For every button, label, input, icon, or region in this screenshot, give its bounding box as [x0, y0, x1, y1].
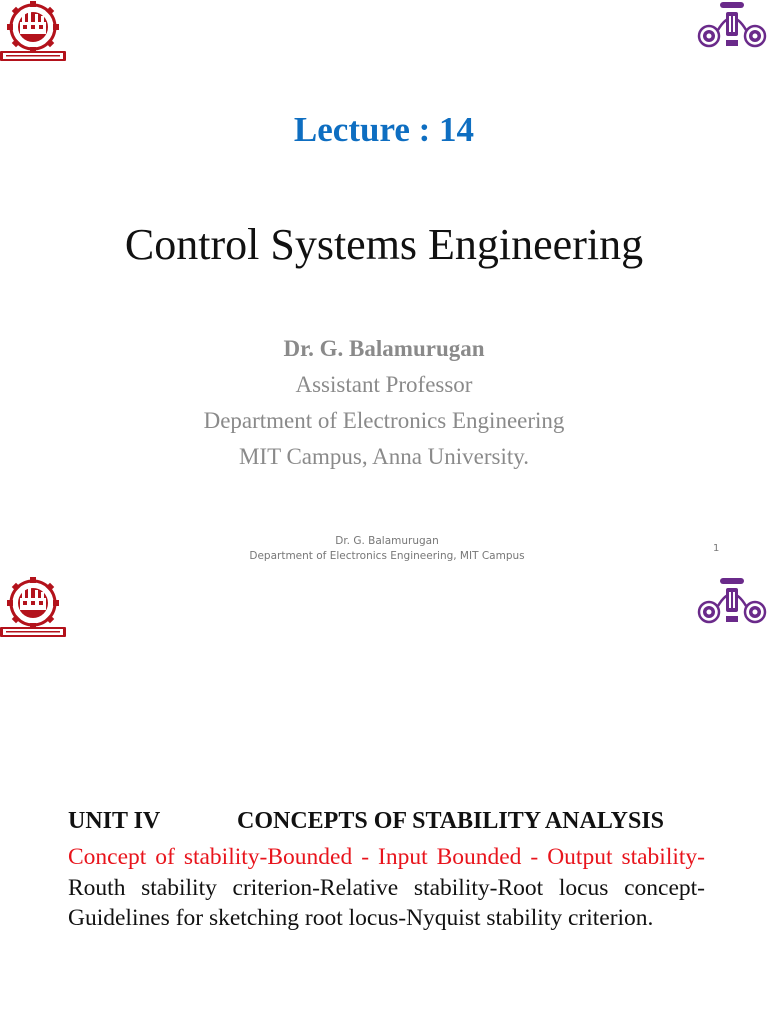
- author-name: Dr. G. Balamurugan: [283, 336, 485, 361]
- footer-department: Department of Electronics Engineering, MIT Campus: [249, 550, 525, 562]
- slide-footer: [0, 534, 768, 564]
- anna-university-emblem: [0, 576, 66, 638]
- syllabus-highlight: Concept of stability-Bounded - Input Bounded - Output stability-: [68, 844, 705, 870]
- anna-university-emblem: [0, 0, 66, 62]
- unit-title: CONCEPTS OF STABILITY ANALYSIS: [237, 808, 665, 834]
- mit-emblem: [696, 576, 768, 628]
- unit-syllabus: [68, 842, 705, 934]
- author-campus: MIT Campus, Anna University.: [238, 444, 530, 469]
- course-title: Control Systems Engineering: [124, 220, 644, 269]
- author-position: Assistant Professor: [295, 372, 473, 397]
- footer-author: Dr. G. Balamurugan: [335, 535, 439, 547]
- unit-slide: [0, 576, 768, 1024]
- lecture-title: Lecture : 14: [293, 110, 475, 149]
- unit-label: UNIT IV: [68, 808, 161, 834]
- author-info: [0, 331, 768, 475]
- slide-number: 1: [713, 543, 720, 554]
- unit-heading: [68, 806, 708, 836]
- syllabus-text: Routh stability criterion-Relative stability-Root locus concept-Guidelines for sketching root locus-Nyquist stability criterion.: [68, 874, 705, 931]
- author-department: Department of Electronics Engineering: [203, 408, 565, 433]
- mit-emblem: [696, 0, 768, 52]
